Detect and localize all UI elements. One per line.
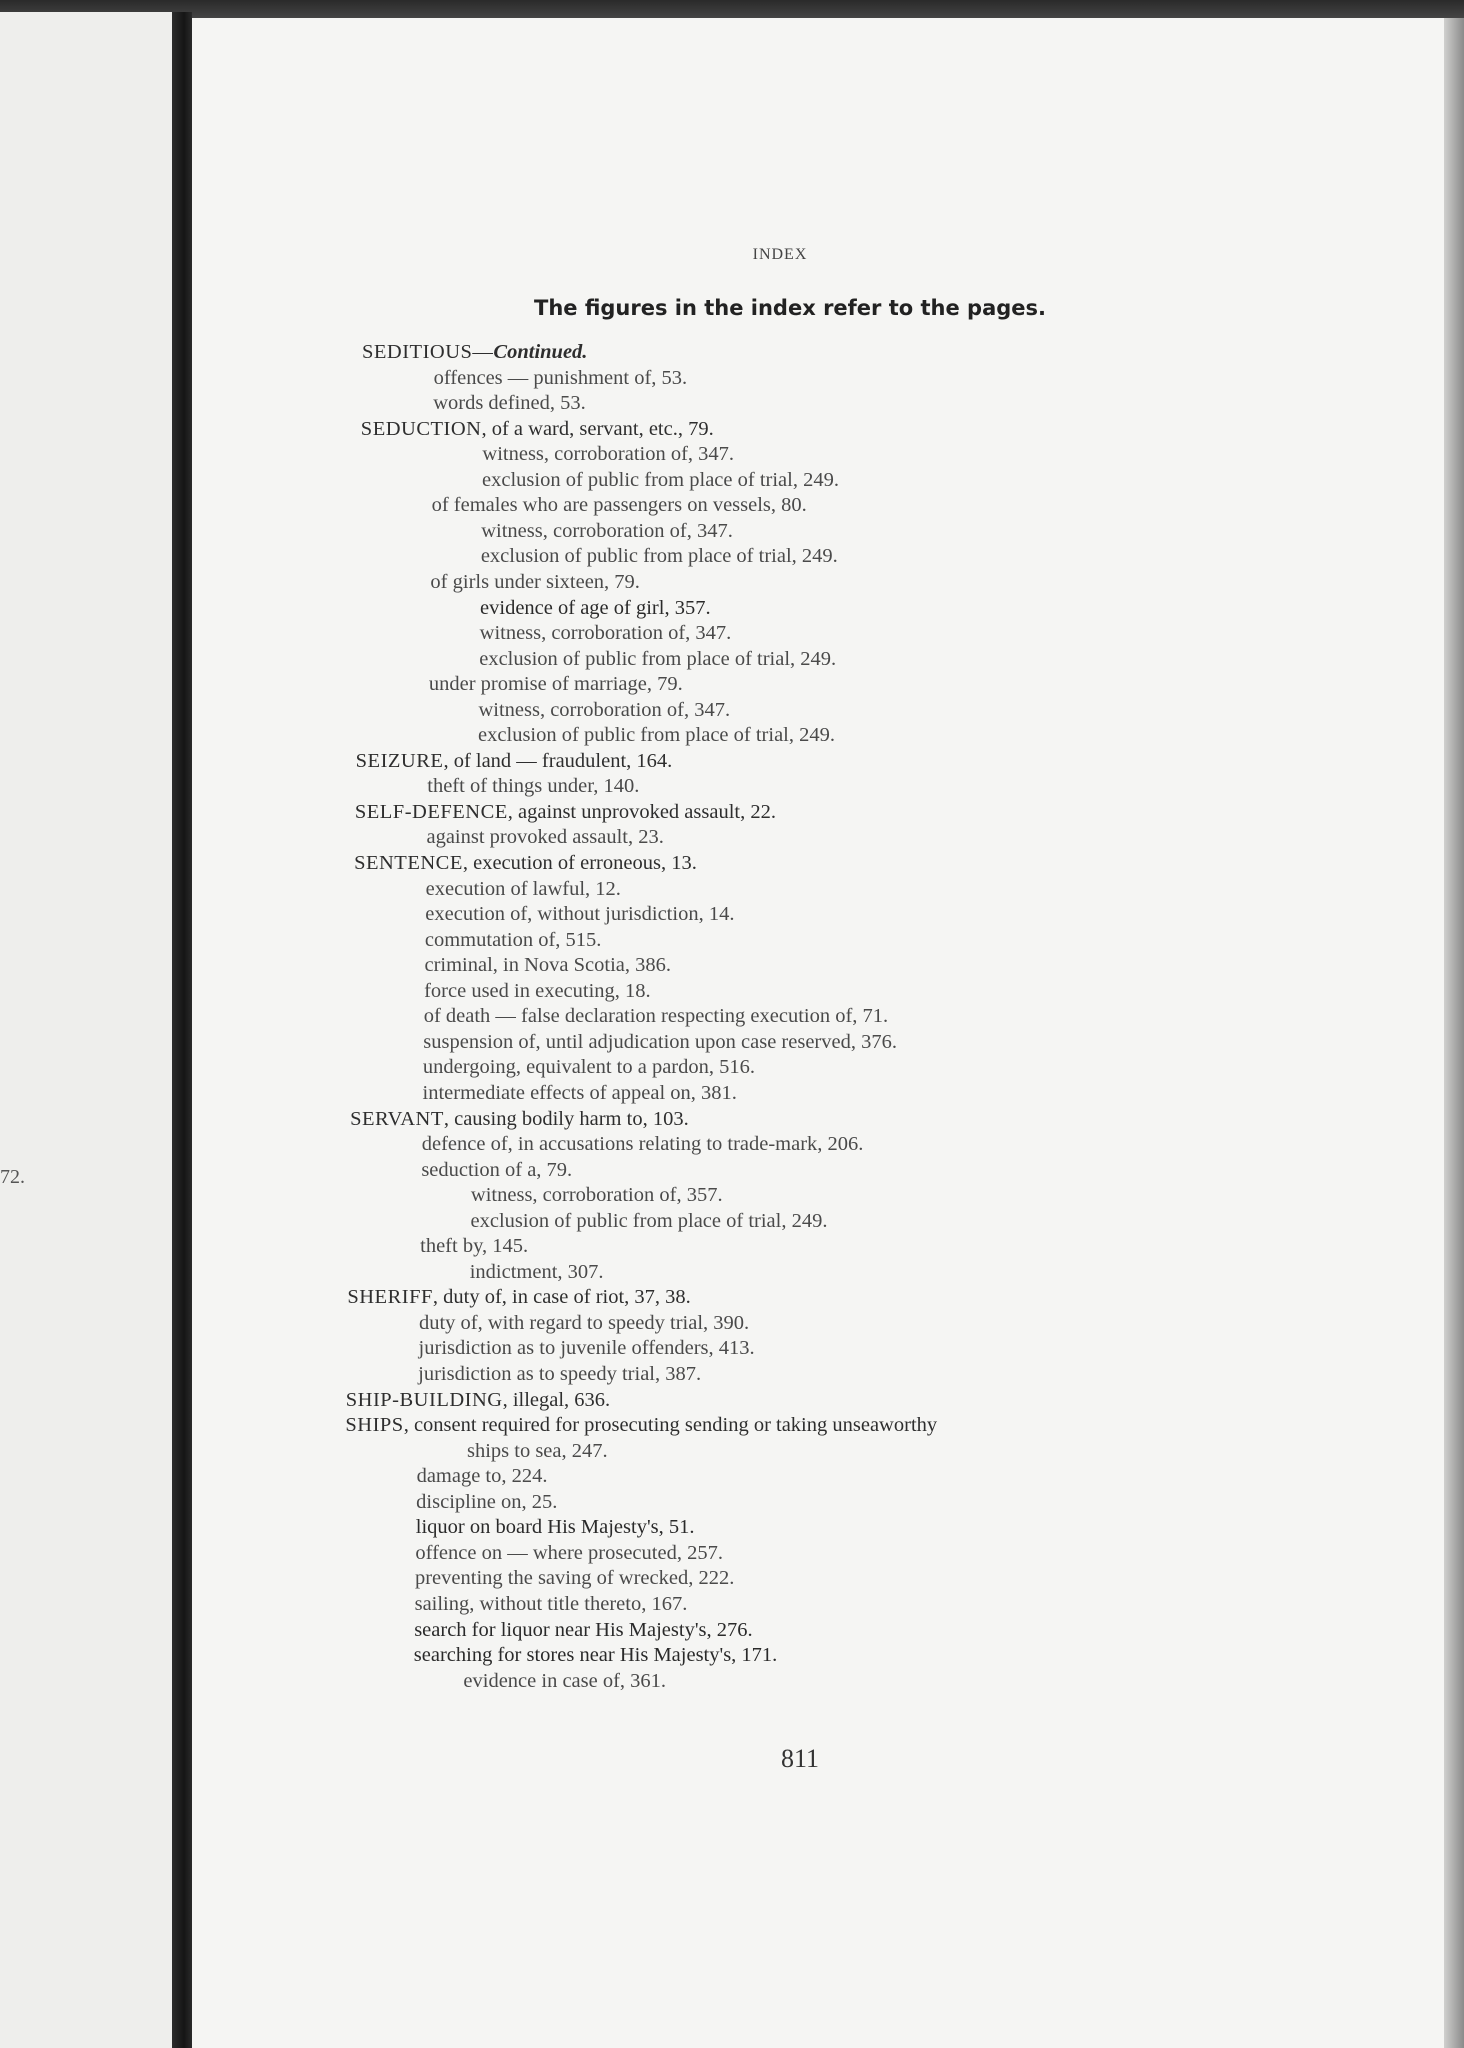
index-subentry [467,1439,608,1463]
entry-text: jurisdiction as to juvenile offenders, 413. [418,1337,755,1360]
index-subentry [424,1004,888,1028]
entry-continued: Continued. [493,341,588,363]
index-entry [354,851,697,875]
left-page [0,12,172,2048]
index-subentry [414,1643,778,1667]
index-subentry [423,1030,897,1054]
index-subentry [432,493,807,517]
entry-text: words defined, 53. [433,392,586,415]
entry-text: commutation of, 515. [424,928,602,951]
index-subentry [419,1311,749,1335]
entry-text: ships to sea, 247. [466,1439,608,1462]
entry-text: , causing bodily harm to, 103. [443,1107,689,1130]
entry-text: theft of things under, 140. [427,775,640,798]
entry-text: witness, corroboration of, 347. [482,443,735,466]
entry-heading: SEDUCTION [360,417,482,440]
index-entry [345,1413,937,1437]
entry-heading: SEDITIOUS— [362,341,494,363]
index-entry [350,1107,689,1131]
index-note: The figures in the index refer to the pages. [534,296,1046,320]
entry-text: searching for stores near His Majesty's, 171. [413,1644,778,1667]
entry-text: preventing the saving of wrecked, 222. [414,1567,735,1590]
index-entry [346,1388,610,1412]
page-number: 811 [780,1744,820,1773]
entry-text: , duty of, in case of riot, 37, 38. [432,1286,691,1309]
index-subentry [482,442,734,466]
index-subentry [420,1234,528,1258]
index-subentry [421,1158,572,1182]
entry-text: intermediate effects of appeal on, 381. [422,1081,737,1104]
book-binding [172,12,192,2048]
entry-text: witness, corroboration of, 357. [470,1184,723,1207]
entry-text: exclusion of public from place of trial, 249. [470,1209,828,1232]
index-entry [347,1285,690,1309]
entry-text: defence of, in accusations relating to trade-mark, 206. [421,1133,864,1156]
entry-text: evidence of age of girl, 357. [480,596,711,619]
index-subentry [426,825,663,849]
entry-text: of death — false declaration respecting execution of, 71. [423,1005,889,1028]
index-subentry [419,1336,755,1360]
index-subentry [429,672,683,696]
index-subentry [482,468,839,492]
index-subentry [417,1464,548,1488]
entry-text: execution of lawful, 12. [425,877,621,900]
index-subentry [478,698,730,722]
entry-text: against provoked assault, 23. [426,826,664,849]
index-subentry [416,1490,557,1514]
index-subentry [480,596,711,620]
index-subentry [479,647,836,671]
entry-text: damage to, 224. [416,1465,548,1488]
index-subentry [415,1592,688,1616]
index-entry [361,417,714,441]
entry-text: theft by, 145. [420,1235,529,1258]
entry-text: under promise of marriage, 79. [428,673,683,696]
entry-text: exclusion of public from place of trial, 249. [482,468,839,491]
entry-text: , of land — fraudulent, 164. [443,749,673,772]
left-page-fragment: 72. [0,1166,25,1188]
index-subentry [416,1515,695,1539]
entry-text: discipline on, 25. [416,1490,558,1513]
index-subentry [430,570,640,594]
entry-text: exclusion of public from place of trial, 249. [479,647,837,670]
entry-text: duty of, with regard to speedy trial, 390. [418,1311,750,1334]
index-subentry [414,1618,752,1642]
entry-text: offences — punishment of, 53. [433,366,688,389]
entry-heading: SHIPS [345,1414,404,1437]
index-subentry [471,1183,723,1207]
index-subentry [480,621,732,645]
entry-text: undergoing, equivalent to a pardon, 516. [422,1056,756,1079]
entry-text: indictment, 307. [469,1260,604,1283]
entry-text: , execution of erroneous, 13. [462,852,697,874]
entry-text: , against unprovoked assault, 22. [507,800,776,823]
index-subentry [481,544,838,568]
entry-heading: SERVANT [350,1107,444,1130]
entry-text: witness, corroboration of, 347. [478,698,731,721]
entry-text: of females who are passengers on vessels, 80. [431,494,807,517]
index-subentry [427,774,639,798]
entry-text: , of a ward, servant, etc., 79. [481,417,714,440]
entry-text: , consent required for prosecuting sending or taking unseaworthy [403,1414,938,1437]
index-subentry [415,1566,734,1590]
index-subentry [434,366,688,390]
index-subentry [433,391,586,415]
entry-text: of girls under sixteen, 79. [430,570,640,593]
entry-text: offence on — where prosecuted, 257. [415,1541,723,1564]
entry-heading: SENTENCE [354,852,463,874]
entry-heading: SELF-DEFENCE [354,800,508,823]
entry-text: seduction of a, 79. [421,1158,573,1181]
index-subentry [478,723,835,747]
index-subentry [423,1055,755,1079]
entry-text: sailing, without title thereto, 167. [414,1592,688,1615]
index-subentry [425,902,734,926]
entry-text: evidence in case of, 361. [463,1669,667,1692]
index-subentry [481,519,733,543]
running-head: INDEX [752,246,808,263]
entry-text: jurisdiction as to speedy trial, 387. [418,1363,702,1385]
entry-text: search for liquor near His Majesty's, 276. [414,1618,753,1641]
entry-text: force used in executing, 18. [424,979,651,1002]
index-subentry [471,1209,828,1233]
entry-text: witness, corroboration of, 347. [479,622,732,645]
entry-heading: SHERIFF [347,1286,433,1309]
entry-text: liquor on board His Majesty's, 51. [415,1516,695,1539]
entry-text: exclusion of public from place of trial, 249. [480,545,838,568]
index-subentry [423,1081,737,1105]
index-entry [355,800,776,824]
page-edge [1444,18,1464,2048]
index-subentry [426,877,621,901]
entry-heading: SHIP-BUILDING [345,1388,503,1411]
entry-text: criminal, in Nova Scotia, 386. [424,954,672,977]
entry-heading: SEIZURE [355,749,444,772]
index-subentry [415,1541,723,1565]
index-subentry [425,928,602,952]
entry-text: suspension of, until adjudication upon case reserved, 376. [423,1030,897,1053]
index-subentry [470,1260,604,1284]
entry-text: execution of, without jurisdiction, 14. [425,903,735,926]
index-subentry [463,1669,666,1693]
index-subentry [422,1132,864,1156]
entry-text: witness, corroboration of, 347. [481,519,733,542]
index-entry [362,340,587,364]
index-subentry [418,1362,701,1386]
entry-text: exclusion of public from place of trial, 249. [478,724,835,747]
index-subentry [424,979,651,1003]
entry-text: , illegal, 636. [502,1388,611,1411]
index-entry [356,749,673,773]
index-subentry [424,953,671,977]
